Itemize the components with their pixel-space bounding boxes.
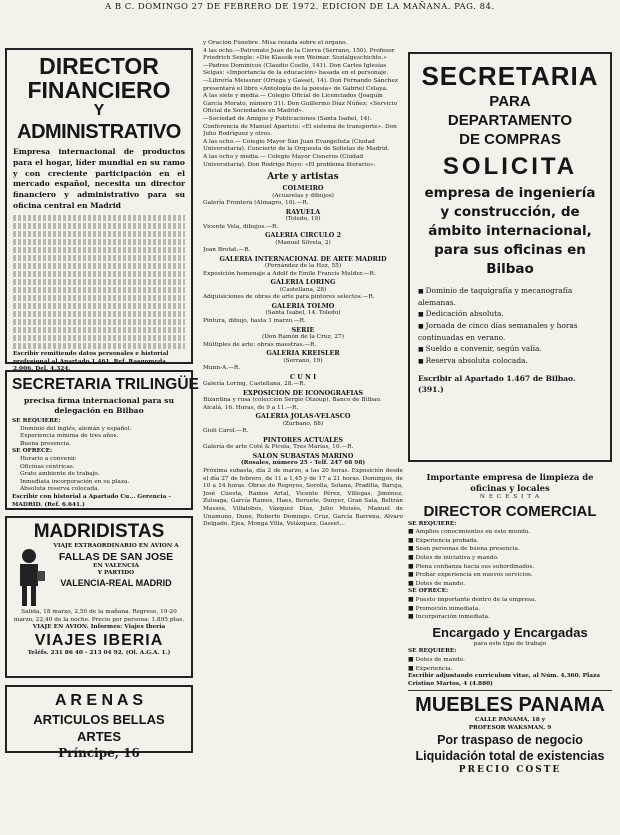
ad-necesita: N E C E S I T A [479,494,541,500]
ad-body-row [12,543,186,609]
ad-line-7: VIAJE EN AVION. Informes: Viajes Iberia [32,624,166,631]
right-column [408,52,612,832]
ad-title: MADRIDISTAS [33,521,165,542]
ad-encargados-sub: para este tipo de trabajo [473,640,547,647]
gallery-name: GALERIA JOLAS-VELASCO [255,412,351,421]
paragraph: y Oración Fúnebre. Misa rezada sobre el órgano. [203,40,348,46]
gallery-detail: (Santa Isabel, 14. Toledo) [265,310,341,317]
ad-muebles-panama [408,690,612,777]
ad-director-financiero [5,48,193,373]
enc-requirements-label: SE REQUIERE: [408,648,457,655]
requirement-item: Buena presencia. [20,440,71,447]
ad-line-2: Liquidación total de existencias [415,749,605,764]
gallery-detail: (Zurbano, 88) [282,420,324,427]
ad-address: Teléfs. 231 86 40 - 213 04 92. (Ol. A.G.A. 1.) [27,649,171,656]
requirement-item: ■ Sean personas de buena presencia. [408,545,612,554]
ad-top: Importante empresa de limpieza de oficinas y locales [426,472,594,493]
paragraph: 4 las ocho.—Patronato Juan de la Cierva (Serrano, 150). Profesor Friedrich Sengle: «Die Klassik von Weimar. Sozialgeschichte.» [203,47,395,62]
gallery-name: RAYUELA [285,207,321,216]
gallery-text: Gioli Carol.—R. [203,428,249,435]
gallery-name: GALERIA KREISLER [266,349,340,358]
ad-line-6: Salida, 18 marzo, 2,50 de la mañana. Regreso, 19-20 marzo, 22,40 de la noche. Precio por persona: 1.895 ptas. [13,609,185,623]
ad-arenas [5,685,193,760]
requirement-item: ■ Probar experiencia en nuevos servicios. [408,571,612,580]
gallery-name: PINTORES ACTUALES [262,436,344,445]
gallery-text: Galería Frontera (Almagro, 10).—R. [203,200,309,207]
ad-contact: Escribir remitiendo datos personales e historial profesional al Apartado 1.461. Ref. Rasgomeda 2.006. Del. 4.324. [13,351,169,373]
requirements-label: SE REQUIERE: [12,418,61,424]
ad-body: Empresa internacional de productos para el hogar, líder mundial en su ramo y con creciente participación en el mercado español, necesita un director financiero y administrativo para su oficina central en Madrid [13,147,185,210]
requirement-item: ■ Dotes de mando. [408,580,612,589]
ad-title-director: DIRECTOR [39,53,159,79]
ad-title-administrativo: ADMINISTRATIVO [17,121,181,143]
ad-title: A R E N A S [54,692,143,709]
ad-items [418,285,602,367]
requirement-item: ■ Experiencia probada. [408,537,612,546]
ad-title: SECRETARIA [421,61,599,91]
offer-item: Grato ambiente de trabajo. [20,471,100,478]
ad-contact: Escribir al Apartado 1.467 de Bilbao. (391.) [418,374,576,394]
gallery-detail: (Fernández de la Hoz, 55) [264,263,342,270]
paragraph: —Padres Dominicos (Claudio Coello, 141). Don Carlos Iglesias Selgas: «Importancia de la educación» basada en el personaje. [203,62,389,77]
enc-requirement-item: ■ Dotes de mando. [408,656,612,665]
paragraph: A las ocho.— Colegio Mayor San Juan Evangelista (Ciudad Universitaria). Concierto de la Orquesta de Solistas de Madrid. [203,138,390,153]
gallery-text: Múltiples de arte: obras maestras.—R. [203,341,317,348]
ad-line-2: FALLAS DE SAN JOSE [58,550,174,563]
offer-item: Horario a convenir. [20,455,77,462]
gallery-detail: (Serrano, 19) [283,357,323,364]
offer-label: SE OFRECE: [408,588,449,595]
requirement-item: ■ Amplios conocimientos en este mundo. [408,528,612,537]
gallery-detail: (Acuarelas y dibujos) [272,192,334,199]
ad-madridistas [5,516,193,678]
ad-address-2: PROFESOR WAKSMAN, 9 [468,724,552,731]
offer-item: ■ Puesto importante dentro de la empresa. [408,596,612,605]
gallery-text: Bizantina y rusa (colección Sergio Otzoup). Banco de Bilbao. Alcalá, 16. Horas, de 9 a 11.—R. [203,397,382,411]
gallery-text: Exposición homenaje a Adolf de Emile Francis Mulder.—R. [203,270,376,277]
left-column [5,48,199,832]
ad-subtitle: ARTICULOS BELLAS ARTES [33,712,165,744]
ad-item: ■ Dedicación absoluta. [418,308,602,320]
gallery-detail: (Rosales, número 25 - Telf. 247 68 98) [240,460,366,467]
ad-body: empresa de ingeniería y construcción, de ámbito internacional, para sus oficinas en Bilbao [424,185,596,277]
ad-item: ■ Jornada de cinco días semanales y horas continuadas en verano. [418,320,602,343]
ad-solicita: SOLICITA [442,153,578,180]
gallery-name: COLMEIRO [282,184,324,193]
offer-label: SE OFRECE: [12,448,53,455]
ad-line-1: Por traspaso de negocio [437,733,583,748]
gallery-detail: (Don Ramón de la Cruz, 27) [262,334,344,341]
gallery-name: GALERIA INTERNACIONAL DE ARTE MADRID [219,254,387,263]
gallery-detail: (Castellana, 28) [279,286,327,293]
gallery-text: Galería de arte Coté & Picola, Tres Marías, 10.—R. [203,444,354,451]
gallery-text: Vicente Vela, dibujos.—R. [203,223,279,230]
traveler-figure-icon [12,547,46,609]
offer-item: ■ Incorporación inmediata. [408,613,612,622]
ad-footer: Escribir con historial a Apartado Cu... Gerencia - MADRID. (Ref. 6.641.) [12,493,171,508]
gallery-text: Adquisiciones de obras de arte para pintores selectos.—R. [203,294,375,301]
offer-item: Absoluta reserva colocada. [20,486,100,493]
requirement-item: ■ Dotes de iniciativa y mando. [408,554,612,563]
paragraph: A las ocho y media.— Colegio Mayor Cisneros (Ciudad Universitaria). Don Rodrigo Royo: «El problema literario». [203,153,376,168]
gallery-name: GALERIA CIRCULO 2 [264,231,342,240]
gallery-text: Pintura, dibujo, hasta 1 marzo.—R. [203,318,306,325]
ad-dep-line-1: DEPARTAMENTO [447,112,573,129]
gallery-text: Galería Loring, Castellana, 28.—R. [203,381,306,388]
ad-address: Príncipe, 16 [58,746,140,760]
gallery-text: Próxima subasta, día 2 de marzo, a las 20 horas. Exposición desde el día 27 de febrero, de 11 a 1,45 y de 17 a 21 horas. Domingos, de 10 a 14 horas. Obras de Regoyos, Sorolla, Solana, Pradilla, Baroja, José Cuesta, Ramos Artal, Vicente Pérez, Villegas, Jiménez, Zuloaga, García Ramos, Haes, Beruete, Sunyer, Gran Sala, Beltrán Masses, Villalobos, Vázquez Díaz, Julio Moisés, Manuel de Unamuno, Dune, Roberto Domingo, Cruz, García Barrena, Alvaro Delgado, Ejea, Monga Villa, Velázquez, Gasset... [203,468,403,528]
ad-title-financiero: FINANCIERO [27,77,171,103]
enc-requirement-item: ■ Experiencia. [408,665,612,674]
gallery-detail: (Manuel Silvela, 2) [275,239,331,246]
ad-item: ■ Sueldo a convenir, según valía. [418,343,602,355]
offer-item: Oficinas céntricas. [20,463,75,470]
ad-address-1: CALLE PANAMA, 18 y [474,717,546,723]
ad-line-4: Y PARTIDO [97,570,135,577]
middle-column [203,40,403,830]
ad-title: DIRECTOR COMERCIAL [423,502,597,520]
gallery-name: GALERIA LORING [270,278,336,287]
ad-line-5: VALENCIA-REAL MADRID [60,577,172,588]
gallery-name: GALERIA TOLMO [271,302,335,311]
gallery-detail: (Toledo, 19) [285,216,321,223]
gallery-name: EXPOSICION DE ICONOGRAFIAS [242,388,364,397]
ad-line-3: EN VALENCIA [93,562,139,569]
gallery-name: SALON SUBASTAS MARINO [252,452,354,461]
gallery-text: Joan Brotat.—R. [203,247,251,254]
section-title-arte: Arte y artistas [267,172,339,183]
ad-item: ■ Dominio de taquigrafía y mecanografía alemanas. [418,285,602,308]
ad-encargados: Encargado y Encargadas [432,624,588,640]
requirement-item: Experiencia mínima de tres años. [20,433,119,440]
ad-para: PARA [489,93,531,110]
gallery-name: SERIE [291,325,315,334]
ad-title: MUEBLES PANAMA [415,694,605,716]
requirements-label: SE REQUIERE: [408,520,457,527]
ad-line-3: PRECIO COSTE [458,765,562,776]
ad-title: SECRETARIA TRILINGÜE [12,376,199,393]
requirement-item: Dominio del inglés, alemán y español. [20,425,132,432]
gallery-text: Munn-A.—R. [203,365,241,372]
ad-dep-line-2: DE COMPRAS [459,131,561,148]
offer-item: ■ Promoción inmediata. [408,605,612,614]
ad-text-block [46,543,186,609]
gallery-name: C U N I [289,372,317,381]
offer-item: Inmediata incorporación en su plaza. [20,478,130,485]
ad-item: ■ Reserva absoluta colocada. [418,355,602,367]
page-header: A B C. DOMINGO 27 DE FEBRERO DE 1972. EDICION DE LA MAÑANA. PAG. 84. [105,2,495,12]
viajes-iberia-logo: VIAJES IBERIA [34,631,164,649]
ad-secretaria-trilingue [5,370,199,510]
ad-title-y: Y [93,102,105,119]
paragraph: —Sociedad de Amigos y Publicaciones (Santa Isabel, 14). Conferencia de Manuel Aparicio: «El sistema de transporte». Don Julio Rodríguez y otros. [203,115,397,138]
ad-subtitle: precisa firma internacional para su delegación en Bilbao [24,396,174,415]
paragraph: —Librería Meissner (Ortega y Gasset, 14). Don Fernando Sánchez presentará el libro «Antología de la poesía» de Gabriel Celaya. [203,77,398,92]
ad-line-1: VIAJE EXTRAORDINARIO EN AVION A [53,543,179,549]
requirement-item: ■ Plena confianza hacia sus subordinados. [408,563,612,572]
ad-director-comercial [408,472,612,688]
ad-filler-text [13,215,185,350]
ad-secretaria [408,52,612,462]
enc-contact: Escribir adjuntando curriculum vitae, al Núm. 4.360. Plaza Cristino Martos, 4 (4.880) [408,673,601,687]
paragraph: A las siete y media.— Colegio Oficial de Licenciados (Joaquín García Morato, número 31). Don Guillermo Díaz Núñez: «Servicio Oficial de Sociedades en Madrid». [203,93,398,115]
